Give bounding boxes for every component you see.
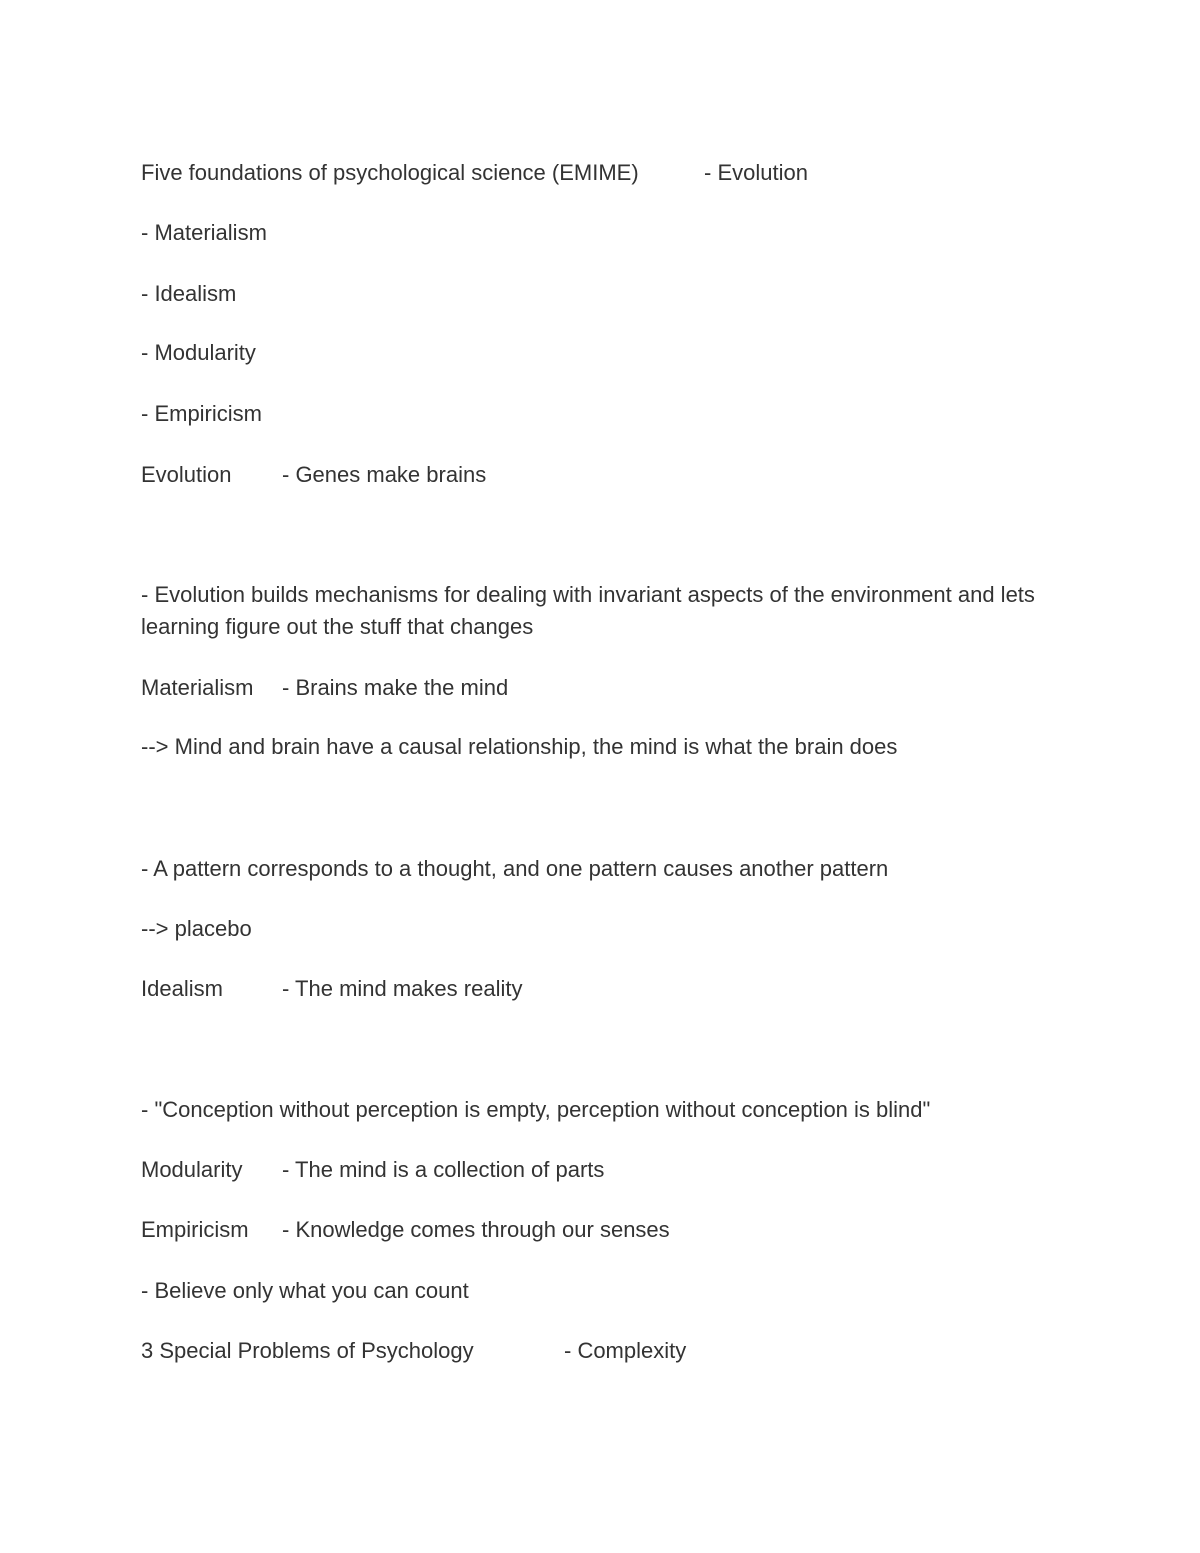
empiricism-term: Empiricism bbox=[141, 1217, 249, 1242]
materialism-term: Materialism bbox=[141, 675, 254, 700]
list-item-idealism: - Idealism bbox=[141, 281, 237, 306]
list-item-modularity: - Modularity bbox=[141, 340, 256, 365]
evolution-definition: - Genes make brains bbox=[282, 462, 487, 487]
empiricism-definition: - Knowledge comes through our senses bbox=[282, 1217, 670, 1242]
evolution-entry bbox=[141, 459, 487, 491]
idealism-entry bbox=[141, 973, 523, 1005]
modularity-term: Modularity bbox=[141, 1157, 243, 1182]
list-item-materialism: - Materialism bbox=[141, 220, 267, 245]
materialism-entry bbox=[141, 672, 509, 704]
foundations-heading: Five foundations of psychological science (EMIME) bbox=[141, 160, 639, 185]
modularity-entry bbox=[141, 1154, 605, 1186]
materialism-detail: --> Mind and brain have a causal relationship, the mind is what the brain does bbox=[141, 734, 898, 759]
materialism-definition: - Brains make the mind bbox=[282, 675, 509, 700]
idealism-definition: - The mind makes reality bbox=[282, 976, 523, 1001]
pattern-detail: - A pattern corresponds to a thought, and one pattern causes another pattern bbox=[141, 856, 889, 881]
modularity-definition: - The mind is a collection of parts bbox=[282, 1157, 605, 1182]
list-item-empiricism: - Empiricism bbox=[141, 401, 262, 426]
special-problems-entry bbox=[141, 1335, 687, 1367]
special-problems-first-item: - Complexity bbox=[564, 1338, 687, 1363]
conception-quote: - "Conception without perception is empty, perception without conception is blind" bbox=[141, 1097, 931, 1122]
empiricism-entry bbox=[141, 1214, 670, 1246]
placebo-detail: --> placebo bbox=[141, 916, 252, 941]
foundations-first-item: - Evolution bbox=[704, 160, 808, 185]
special-problems-term: 3 Special Problems of Psychology bbox=[141, 1338, 474, 1363]
evolution-term: Evolution bbox=[141, 462, 232, 487]
idealism-term: Idealism bbox=[141, 976, 223, 1001]
empiricism-detail: - Believe only what you can count bbox=[141, 1278, 469, 1303]
evolution-detail: - Evolution builds mechanisms for dealing with invariant aspects of the environment and lets learning figure out the stuff that changes bbox=[141, 582, 1035, 639]
foundations-heading-line bbox=[141, 157, 808, 189]
